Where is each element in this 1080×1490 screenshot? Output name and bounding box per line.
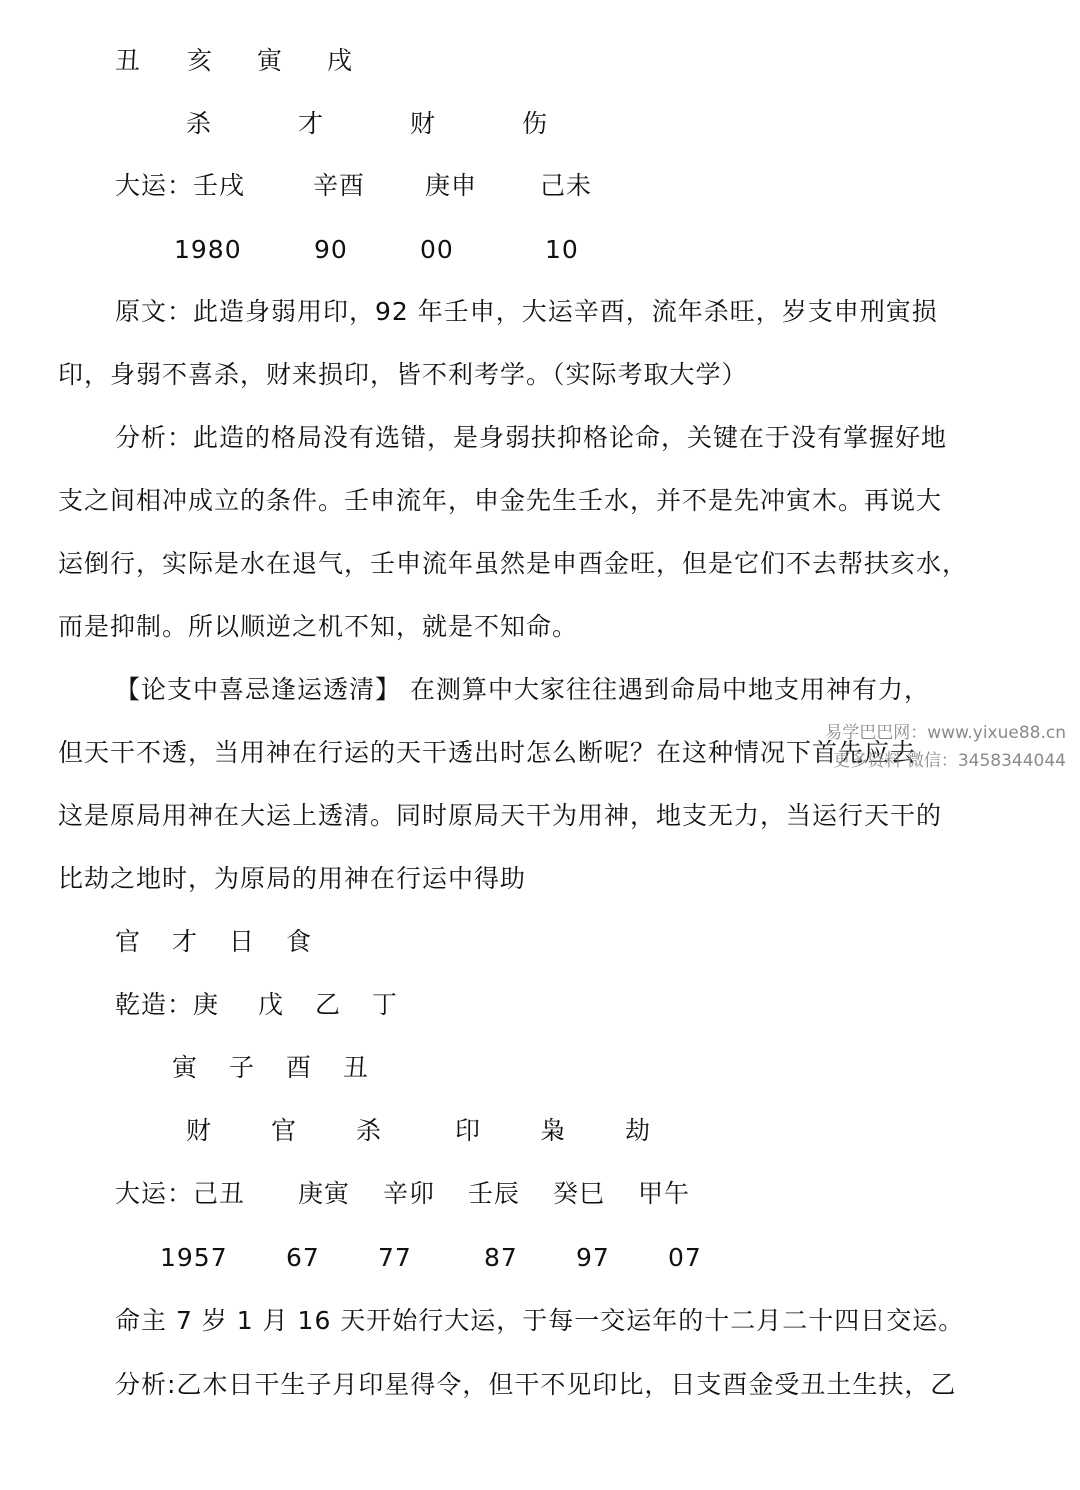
cell: 日 [229,927,256,956]
cell: 乾造：庚 [115,990,220,1019]
cell: 丁 [372,990,399,1019]
cell: 戌 [327,46,354,75]
chart2-dayun-row [115,1179,690,1209]
cell: 官 [271,1116,298,1145]
cell: 寅 [172,1053,199,1082]
cell: 杀 [186,109,213,138]
chart2-gods-row [115,927,312,957]
cell: 1957 [160,1243,228,1272]
cell: 印 [455,1116,482,1145]
section-heading-line: 【论支中喜忌逢运透清】 在测算中大家往往遇到命局中地支用神有力， [115,675,930,704]
cell: 10 [545,235,579,264]
cell: 大运：壬戌 [115,171,246,200]
cell: 77 [378,1243,412,1272]
cell: 壬辰 [468,1179,521,1208]
cell: 才 [298,109,325,138]
cell: 己未 [540,171,593,200]
cell: 子 [229,1053,256,1082]
cell: 甲午 [638,1179,691,1208]
cell: 杀 [356,1116,383,1145]
cell: 癸巳 [553,1179,606,1208]
cell: 67 [286,1243,320,1272]
cell: 90 [314,235,348,264]
cell: 财 [186,1116,213,1145]
cell: 97 [576,1243,610,1272]
cell: 财 [410,109,437,138]
chart1-years-row [174,235,579,265]
cell: 庚寅 [298,1179,351,1208]
cell: 1980 [174,235,242,264]
text-line: 比劫之地时，为原局的用神在行运中得助 [58,864,527,893]
cell: 寅 [257,46,284,75]
cell: 大运：己丑 [115,1179,246,1208]
cell: 丑 [343,1053,370,1082]
text-line: 分析:乙木日干生子月印星得令，但干不见印比，日支酉金受丑土生扶，乙 [115,1370,957,1399]
cell: 辛酉 [313,171,366,200]
cell: 才 [172,927,199,956]
chart2-branches-row [172,1053,369,1083]
text-line: 这是原局用神在大运上透清。同时原局天干为用神，地支无力，当运行天干的 [58,801,943,830]
watermark-line2: 更多资料 微信：3458344044 [833,751,1066,771]
text-line: 支之间相冲成立的条件。壬申流年，申金先生壬水，并不是先冲寅木。再说大 [58,486,943,515]
cell: 枭 [540,1116,567,1145]
cell: 庚申 [425,171,478,200]
chart2-years-row [160,1243,702,1273]
cell: 00 [420,235,454,264]
text-line: 但天干不透，当用神在行运的天干透出时怎么断呢？在这种情况下首先应去 [58,738,917,767]
cell: 劫 [625,1116,652,1145]
cell: 辛卯 [383,1179,436,1208]
cell: 07 [668,1243,702,1272]
cell: 亥 [187,46,214,75]
watermark-line1: 易学巴巴网：www.yixue88.cn [825,723,1066,743]
cell: 87 [484,1243,518,1272]
chart1-dayun-row [115,171,592,201]
text-line: 而是抑制。所以顺逆之机不知，就是不知命。 [58,612,579,641]
chart2-stems-row [115,990,398,1020]
text-line: 原文：此造身弱用印，92 年壬申，大运辛酉，流年杀旺，岁支申刑寅损 [115,297,938,326]
chart1-branches-row [115,46,353,76]
chart2-hidden-gods-row [186,1116,651,1146]
text-line: 运倒行，实际是水在退气，壬申流年虽然是申酉金旺，但是它们不去帮扶亥水， [58,549,969,578]
text-line: 印，身弱不喜杀，财来损印，皆不利考学。（实际考取大学） [58,360,748,389]
cell: 伤 [522,109,549,138]
cell: 食 [286,927,313,956]
text-line: 命主 7 岁 1 月 16 天开始行大运，于每一交运年的十二月二十四日交运。 [115,1306,965,1335]
text-line: 分析：此造的格局没有选错，是身弱扶抑格论命，关键在于没有掌握好地 [115,423,948,452]
cell: 乙 [315,990,342,1019]
cell: 戊 [258,990,285,1019]
cell: 丑 [115,46,142,75]
chart1-gods-row [186,109,548,139]
cell: 酉 [286,1053,313,1082]
cell: 官 [115,927,142,956]
